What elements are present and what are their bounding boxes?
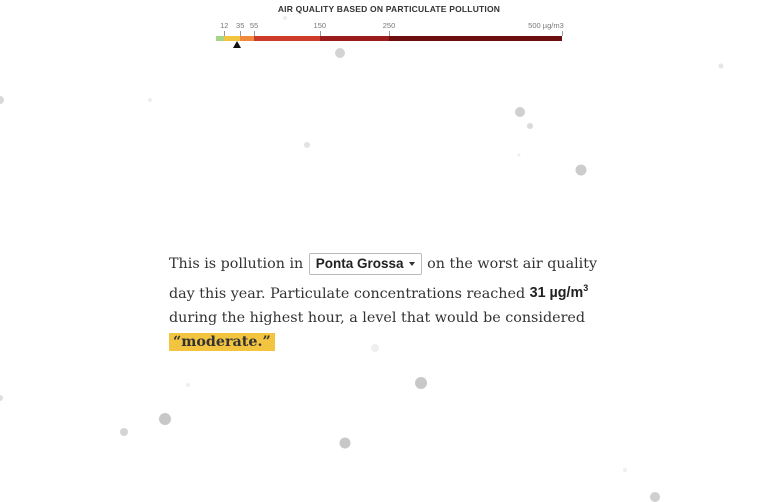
pollution-story [169,252,599,355]
current-level-marker-icon [233,41,241,48]
scale-tick-line [320,31,321,36]
scale-tick-line [240,31,241,36]
chevron-down-icon [409,262,415,266]
story-text-worst-day: on the worst air quality day this year. Particulate concentrations reached [169,256,598,302]
scale-tick-line [254,31,255,36]
scale-band-3 [254,36,320,41]
scale-title: AIR QUALITY BASED ON PARTICULATE POLLUTION [277,4,501,14]
story-text-intro: This is pollution in [169,256,304,272]
city-select-value: Ponta Grossa [315,256,404,271]
scale-tick-label: 150 [313,21,327,30]
scale-band-2 [240,36,254,41]
air-quality-level-badge: “moderate.” [169,333,275,351]
scale-band-5 [389,36,562,41]
scale-tick-label: 12 [220,21,229,30]
scale-tick-label: 500 µg/m3 [528,21,564,30]
story-text-considered: during the highest hour, a level that would be considered [169,309,586,326]
air-quality-scale [216,0,562,52]
scale-tick-line [224,31,225,36]
scale-tick-label: 250 [382,21,396,30]
scale-tick-line [389,31,390,36]
scale-band-0 [216,36,224,41]
scale-tick-label: 55 [249,21,259,30]
pollution-value-text: 31 µg/m [529,285,584,302]
pollution-value-unit-sup: 3 [583,283,589,294]
scale-tick-line [562,31,563,36]
pollution-value [530,285,589,301]
city-select[interactable] [309,253,422,275]
scale-tick-label: 35 [236,21,245,30]
scale-band-4 [320,36,389,41]
